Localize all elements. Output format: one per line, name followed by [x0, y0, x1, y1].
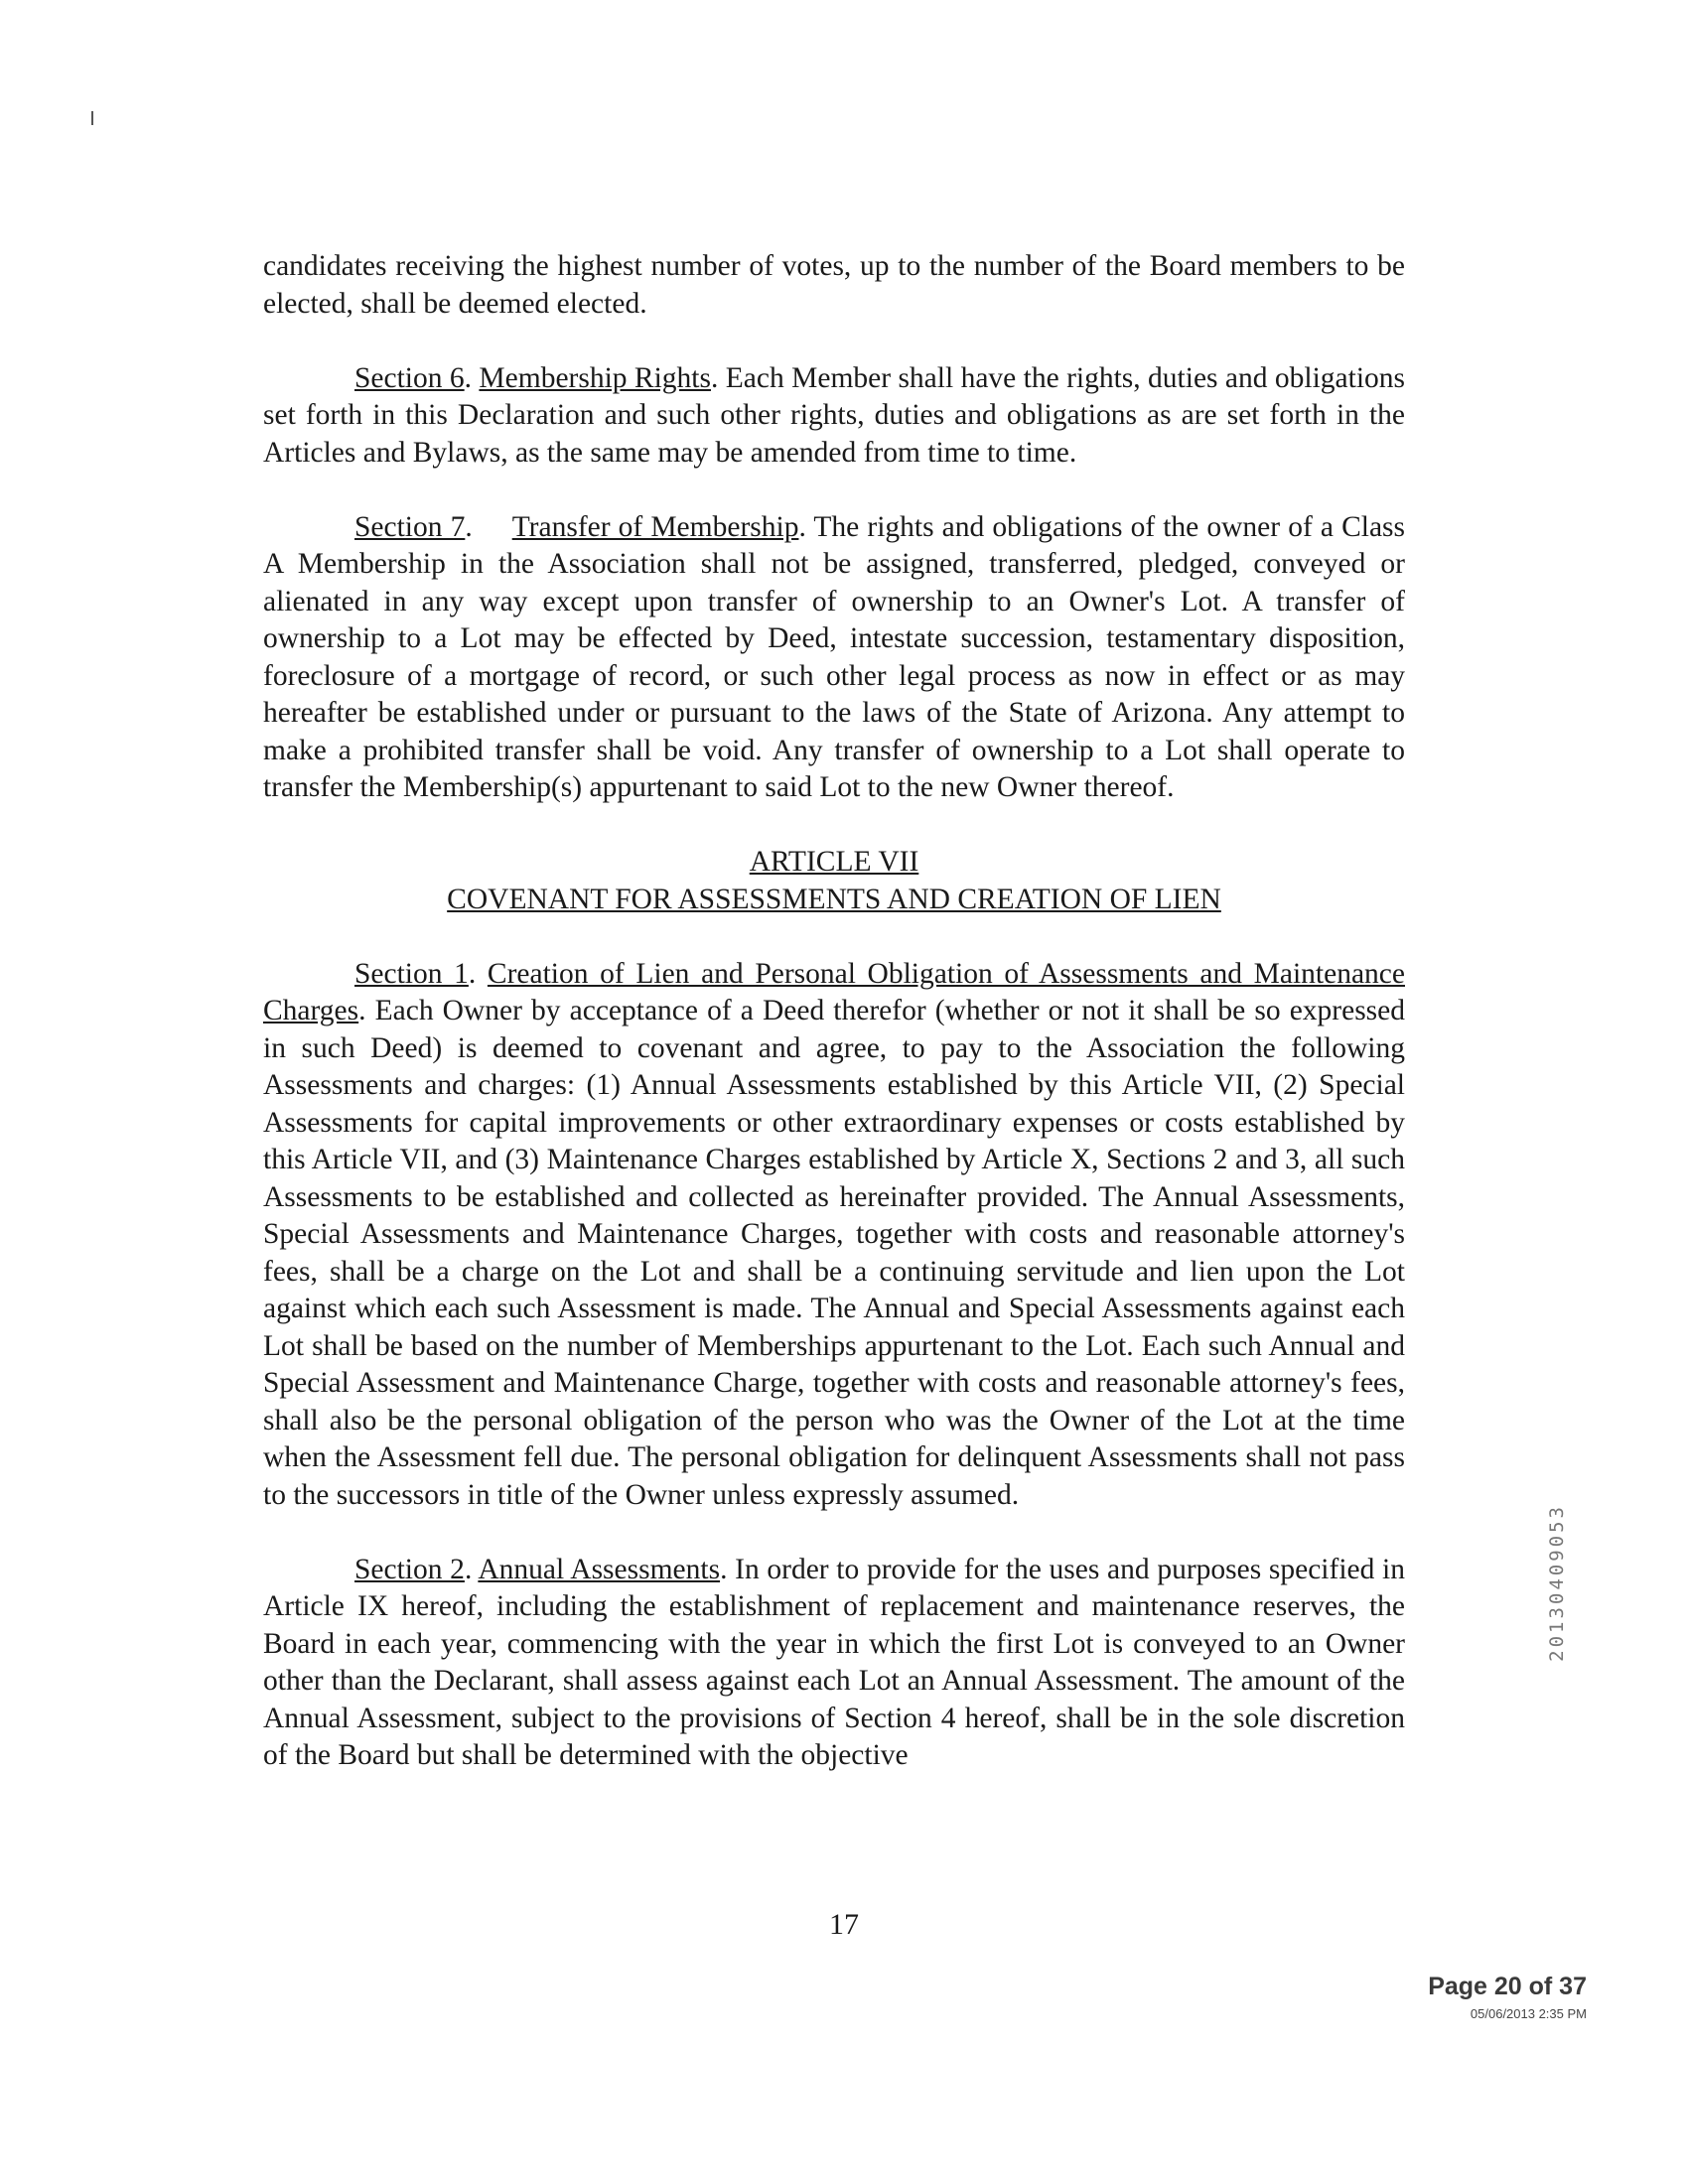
page-margin-mark: [91, 111, 93, 125]
article-number: ARTICLE VII: [749, 846, 919, 878]
section-7-number: Section 7: [354, 510, 466, 543]
article-7-section-2-number: Section 2: [354, 1553, 465, 1585]
article-7-section-1-number: Section 1: [354, 957, 469, 990]
article-title: COVENANT FOR ASSESSMENTS AND CREATION OF LIEN: [447, 883, 1221, 915]
section-7-title: Transfer of Membership: [511, 510, 799, 543]
document-body: [263, 248, 1405, 1775]
article-7-section-2-paragraph: Section 2. Annual Assessments. In order to provide for the uses and purposes specified in Article IX hereof, including the establishment of replacement and maintenance reserves, the Board in each year, commencing with the year in which the first Lot is conveyed to an Owner other than the Declarant, shall assess against each Lot an Annual Assessment. The amount of the Annual Assessment, subject to the provisions of Section 4 hereof, shall be in the sole discretion of the Board but shall be determined with the objective: [263, 1553, 1405, 1771]
page-number: 17: [829, 1908, 859, 1941]
section-6-paragraph: Section 6. Membership Rights. Each Member shall have the rights, duties and obligations set forth in this Declaration and such other rights, duties and obligations as are set forth in the Articles and Bylaws, as the same may be amended from time to time.: [263, 361, 1406, 469]
section-6-text: Each Member shall have the rights, duties and obligations set forth in this Declaration and such other rights, duties and obligations as are set forth in the Articles and Bylaws, as the same may be amended from time to time.: [263, 361, 1406, 469]
recorder-page-stamp: Page 20 of 37: [1428, 1973, 1587, 2000]
paragraph-continuation: candidates receiving the highest number of votes, up to the number of the Board members to be elected, shall be deemed elected.: [263, 250, 1405, 320]
section-6-number: Section 6: [354, 361, 465, 394]
recorder-date-stamp: 05/06/2013 2:35 PM: [1470, 2006, 1587, 2021]
article-7-section-2-text: In order to provide for the uses and purposes specified in Article IX hereof, including the establishment of replacement and maintenance reserves, the Board in each year, commencing with the year in which the first Lot is conveyed to an Owner other than the Declarant, shall assess against each Lot an Annual Assessment. The amount of the Annual Assessment, subject to the provisions of Section 4 hereof, shall be in the sole discretion of the Board but shall be determined with the objective: [263, 1553, 1405, 1771]
article-heading: [263, 844, 1405, 918]
article-7-section-1-paragraph: Section 1. Creation of Lien and Personal Obligation of Assessments and Maintenance Charges. Each Owner by acceptance of a Deed therefor (whether or not it shall be so expressed in such Deed) is deemed to covenant and agree, to pay to the Association the following Assessments and charges: (1) Annual Assessments established by this Article VII, (2) Special Assessments for capital improvements or other extraordinary expenses or costs established by this Article VII, and (3) Maintenance Charges established by Article X, Sections 2 and 3, all such Assessments to be established and collected as hereinafter provided. The Annual Assessments, Special Assessments and Maintenance Charges, together with costs and reasonable attorney's fees, shall be a charge on the Lot and shall be a continuing servitude and lien upon the Lot against which each such Assessment is made. The Annual and Special Assessments against each Lot shall be based on the number of Memberships appurtenant to the Lot. Each such Annual and Special Assessment and Maintenance Charge, together with costs and reasonable attorney's fees, shall also be the personal obligation of the person who was the Owner of the Lot at the time when the Assessment fell due. The personal obligation for delinquent Assessments shall not pass to the successors in title of the Owner unless expressly assumed.: [263, 957, 1406, 1511]
recording-number-stamp: 20130409053: [1546, 1504, 1568, 1662]
article-7-section-1-title: Creation of Lien and Personal Obligation of Assessments and Maintenance Charges: [263, 957, 1405, 1026]
section-7-text: The rights and obligations of the owner of a Class A Membership in the Association shall not be assigned, transferred, pledged, conveyed or alienated in any way except upon transfer of ownership to an Owner's Lot. A transfer of ownership to a Lot may be effected by Deed, intestate succession, testamentary disposition, foreclosure of a mortgage of record, or such other legal process as now in effect or as may hereafter be established under or pursuant to the laws of the State of Arizona. Any attempt to make a prohibited transfer shall be void. Any transfer of ownership to a Lot shall operate to transfer the Membership(s) appurtenant to said Lot to the new Owner thereof.: [263, 510, 1405, 803]
section-6-title: Membership Rights: [479, 361, 711, 394]
article-7-section-2-title: Annual Assessments: [478, 1553, 721, 1585]
section-7-paragraph: Section 7. Transfer of Membership. The rights and obligations of the owner of a Class A Membership in the Association shall not be assigned, transferred, pledged, conveyed or alienated in any way except upon transfer of ownership to an Owner's Lot. A transfer of ownership to a Lot may be effected by Deed, intestate succession, testamentary disposition, foreclosure of a mortgage of record, or such other legal process as now in effect or as may hereafter be established under or pursuant to the laws of the State of Arizona. Any attempt to make a prohibited transfer shall be void. Any transfer of ownership to a Lot shall operate to transfer the Membership(s) appurtenant to said Lot to the new Owner thereof.: [263, 510, 1405, 803]
article-7-section-1-text: Each Owner by acceptance of a Deed therefor (whether or not it shall be so expressed in such Deed) is deemed to covenant and agree, to pay to the Association the following Assessments and charges: (1) Annual Assessments established by this Article VII, (2) Special Assessments for capital improvements or other extraordinary expenses or costs established by this Article VII, and (3) Maintenance Charges established by Article X, Sections 2 and 3, all such Assessments to be established and collected as hereinafter provided. The Annual Assessments, Special Assessments and Maintenance Charges, together with costs and reasonable attorney's fees, shall be a charge on the Lot and shall be a continuing servitude and lien upon the Lot against which each such Assessment is made. The Annual and Special Assessments against each Lot shall be based on the number of Memberships appurtenant to the Lot. Each such Annual and Special Assessment and Maintenance Charge, together with costs and reasonable attorney's fees, shall also be the personal obligation of the person who was the Owner of the Lot at the time when the Assessment fell due. The personal obligation for delinquent Assessments shall not pass to the successors in title of the Owner unless expressly assumed.: [263, 995, 1406, 1511]
